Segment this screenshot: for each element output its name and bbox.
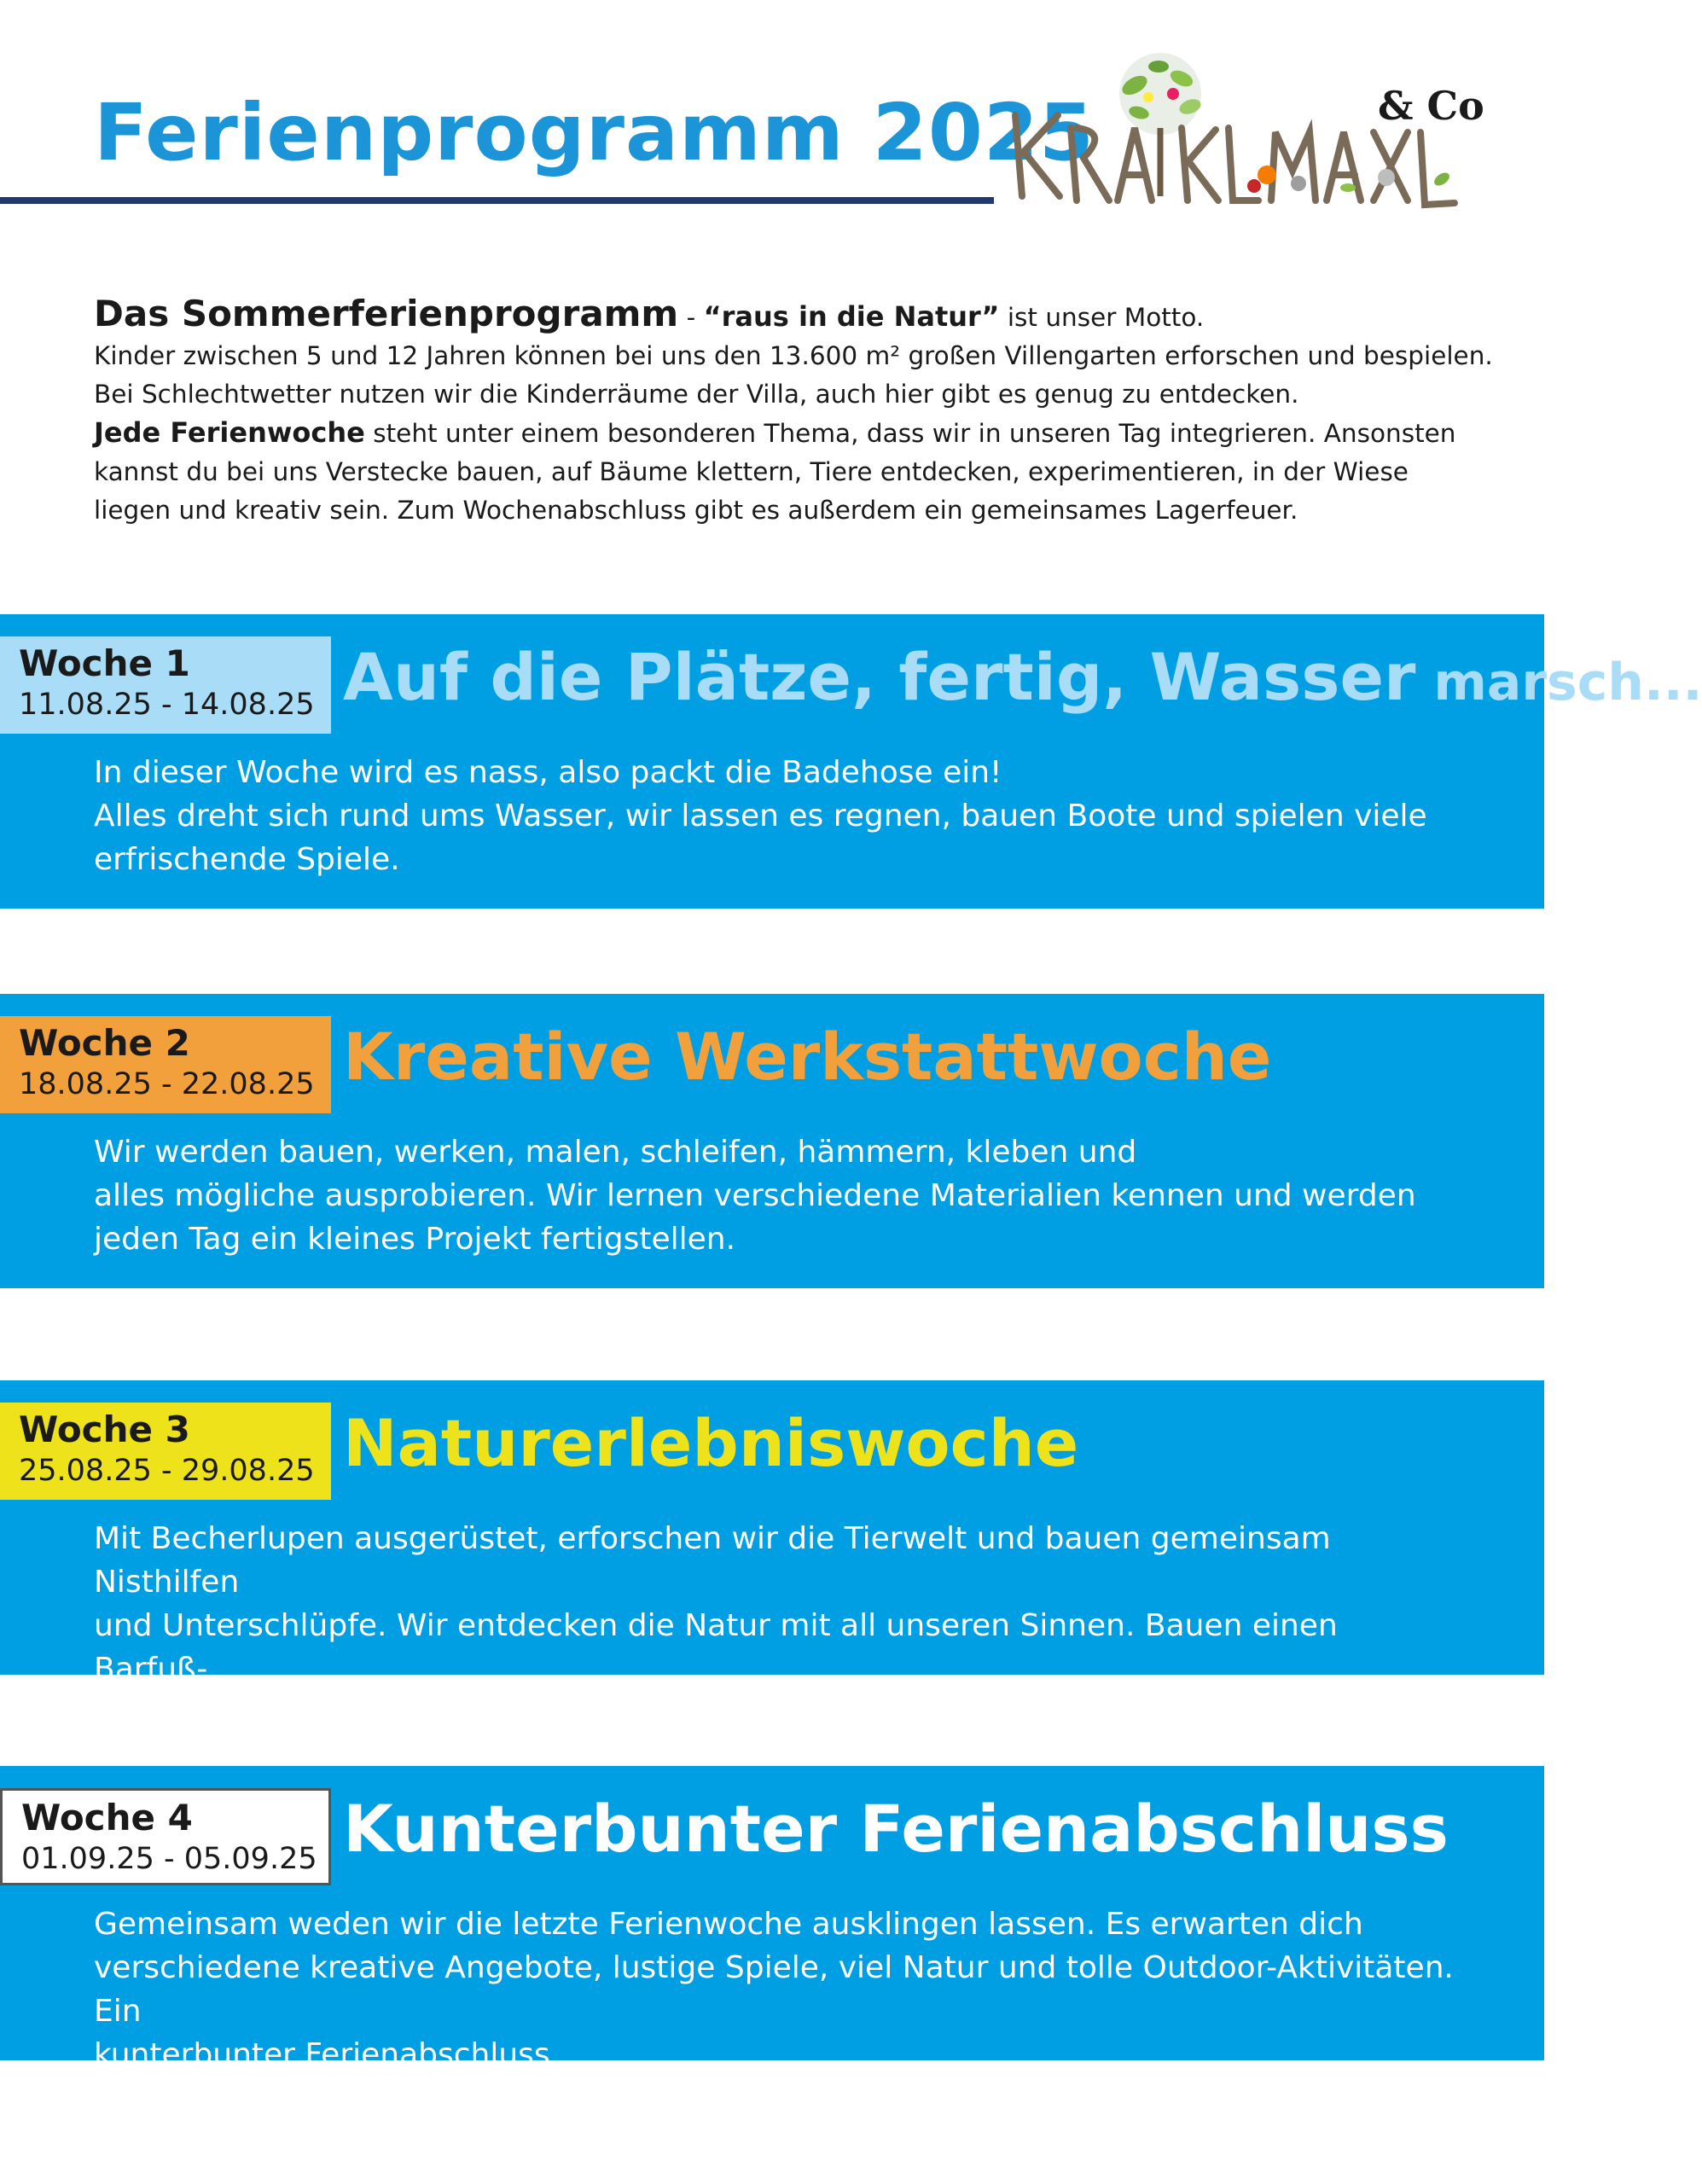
week-2-description <box>94 1130 1459 1261</box>
intro-text <box>94 294 1493 530</box>
week-1-line-2: Alles dreht sich rund ums Wasser, wir lassen es regnen, bauen Boote und spielen viele <box>94 799 1427 834</box>
week-2-label: Woche 2 <box>19 1022 190 1064</box>
week-3-title: Naturerlebniswoche <box>343 1405 1079 1481</box>
week-3-section <box>0 1380 1544 1730</box>
week-2-badge <box>0 1016 331 1113</box>
intro-lead-tail: ist unser Motto. <box>999 303 1205 332</box>
week-3-dates: 25.08.25 - 29.08.25 <box>19 1454 315 1488</box>
week-1-description <box>94 751 1459 881</box>
week-1-section <box>0 614 1702 909</box>
page-title: Ferienprogramm 2025 <box>94 87 1095 178</box>
week-1-line-3: erfrischende Spiele. <box>94 842 400 877</box>
week-3-line-3: weg, legen uns in die Wiese und erforschen das Bodenleben im Wald. <box>94 1695 1165 1730</box>
week-2-title: Kreative Werkstattwoche <box>343 1019 1272 1095</box>
week-4-badge <box>0 1788 331 1885</box>
intro-paragraph-1: Kinder zwischen 5 und 12 Jahren können bei uns den 13.600 m² großen Villengarten erforschen und bespielen. Bei Schlechtwetter nutzen wir die Kinderräume der Villa, auch hier gibt es genug zu entdecken. <box>94 341 1493 409</box>
week-3-badge <box>0 1403 331 1500</box>
week-2-heading <box>343 1019 1272 1095</box>
week-1-badge <box>0 636 331 734</box>
week-3-heading <box>343 1405 1079 1481</box>
intro-paragraph-2-text: steht unter einem besonderen Thema, dass wir in unseren Tag integrieren. Ansonsten kannst du bei uns Verstecke bauen, auf Bäume klettern, Tiere entdecken, experimentieren, in der Wiese liegen und kreativ sein. Zum Wochenabschluss gibt es außerdem ein gemeinsames Lagerfeuer. <box>94 419 1456 525</box>
week-4-line-2: verschiedene kreative Angebote, lustige Spiele, viel Natur und tolle Outdoor-Aktivitäten. Ein <box>94 1950 1454 2029</box>
title-underline <box>0 197 994 204</box>
intro-lead-sep: - <box>678 303 704 332</box>
kraxlmaxl-logo <box>998 34 1484 256</box>
week-2-section <box>0 994 1544 1288</box>
intro-lead <box>94 294 1493 337</box>
week-4-line-1: Gemeinsam weden wir die letzte Ferienwoche ausklingen lassen. Es erwarten dich <box>94 1907 1363 1942</box>
week-1-dates: 11.08.25 - 14.08.25 <box>19 688 315 722</box>
week-3-line-1: Mit Becherlupen ausgerüstet, erforschen wir die Tierwelt und bauen gemeinsam Nisthilfen <box>94 1521 1331 1600</box>
week-1-title: Auf die Plätze, fertig, Wasser <box>343 639 1416 715</box>
week-4-description <box>94 1902 1459 2077</box>
week-1-label: Woche 1 <box>19 642 190 684</box>
intro-paragraph-2 <box>94 414 1493 530</box>
week-1-heading <box>343 639 1702 715</box>
intro-paragraph-2-bold: Jede Ferienwoche <box>94 416 365 449</box>
week-1-title-suffix: marsch... <box>1415 653 1702 712</box>
week-4-label: Woche 4 <box>21 1797 193 1838</box>
week-4-line-3: kunterbunter Ferienabschluss. <box>94 2037 561 2072</box>
week-2-line-3: jeden Tag ein kleines Projekt fertigstellen. <box>94 1222 736 1257</box>
week-4-title: Kunterbunter Ferienabschluss <box>343 1791 1449 1867</box>
intro-motto: “raus in die Natur” <box>703 300 1000 333</box>
week-2-dates: 18.08.25 - 22.08.25 <box>19 1067 315 1101</box>
logo-graphic <box>998 34 1484 256</box>
week-3-description <box>94 1517 1459 1734</box>
week-3-line-2: und Unterschlüpfe. Wir entdecken die Natur mit all unseren Sinnen. Bauen einen Barfuß- <box>94 1608 1338 1687</box>
week-2-line-1: Wir werden bauen, werken, malen, schleifen, hämmern, kleben und <box>94 1135 1137 1170</box>
intro-lead-bold: Das Sommerferienprogramm <box>94 293 679 334</box>
logo-suffix: & Co <box>1378 83 1484 129</box>
week-3-label: Woche 3 <box>19 1409 190 1450</box>
week-4-dates: 01.09.25 - 05.09.25 <box>21 1842 317 1876</box>
week-4-heading <box>343 1791 1449 1867</box>
week-1-line-1: In dieser Woche wird es nass, also packt die Badehose ein! <box>94 755 1002 790</box>
week-2-line-2: alles mögliche ausprobieren. Wir lernen verschiedene Materialien kennen und werden <box>94 1178 1416 1213</box>
week-4-section <box>0 1766 1544 2072</box>
